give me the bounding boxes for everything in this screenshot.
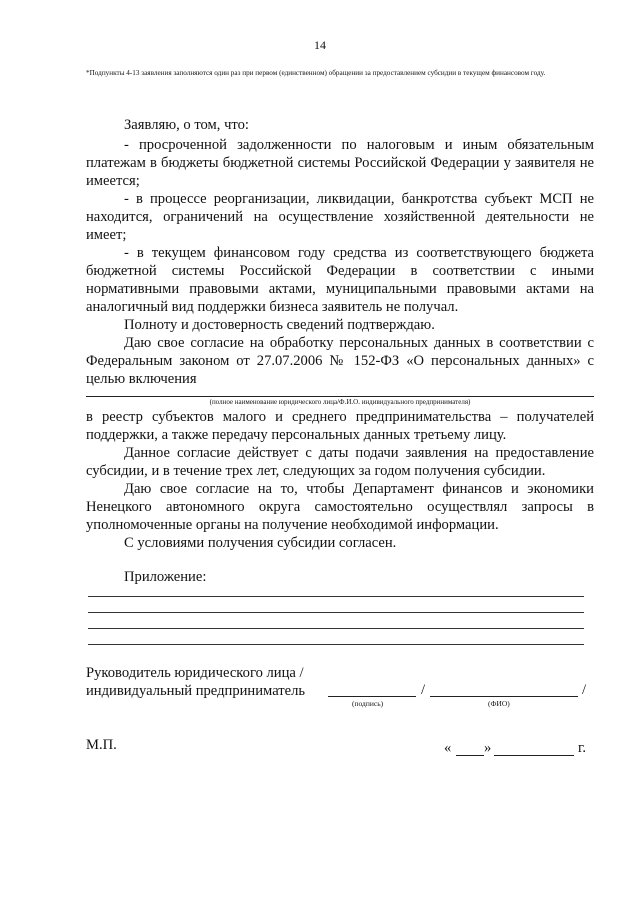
fio-line <box>430 696 578 697</box>
page-number: 14 <box>314 38 326 52</box>
footnote: *Подпункты 4-13 заявления заполняются один раз при первом (единственном) обращении за предоставлением субсидии в текущем финансовом году. <box>86 69 546 77</box>
fio-separator: / <box>582 682 587 698</box>
declaration-item-3: - в текущем финансовом году средства из соответствующего бюджета бюджетной системы Российской Федерации в соответствии с иными нормативными правовыми актами, муниципальными правовыми актами на аналогичный вид поддержки бизнеса заявитель не получал. <box>86 245 594 315</box>
confirm-statement: Полноту и достоверность сведений подтверждаю. <box>124 317 435 333</box>
consent-paragraph: Даю свое согласие на обработку персональных данных в соответствии с Федеральным законом от 27.07.2006 № 152-ФЗ «О персональных данных» с целью включения <box>86 335 594 387</box>
attachment-line-4 <box>88 644 584 645</box>
validity-paragraph: Данное согласие действует с даты подачи заявления на предоставление субсидии, и в течение трех лет, следующих за годом получения субсидии. <box>86 445 594 479</box>
date-year-suffix: г. <box>578 740 586 756</box>
stamp-label: М.П. <box>86 737 117 753</box>
attachment-line-1 <box>88 596 584 597</box>
consent-paragraph-end: в реестр субъектов малого и среднего предпринимательства – получателей поддержки, а также передачу персональных данных третьему лицу. <box>86 409 594 443</box>
department-consent-paragraph: Даю свое согласие на то, чтобы Департамент финансов и экономики Ненецкого автономного округа самостоятельно осуществлял запросы в уполномоченные органы на получение необходимой информации. <box>86 481 594 533</box>
signer-title-line1: Руководитель юридического лица / <box>86 665 304 681</box>
signer-title-line2: индивидуальный предприниматель <box>86 683 306 699</box>
declaration-item-1: - просроченной задолженности по налоговым и иным обязательным платежам в бюджеты бюджетной системы Российской Федерации у заявителя не имеется; <box>86 137 594 189</box>
declaration-item-2: - в процессе реорганизации, ликвидации, банкротства субъект МСП не находится, ограничений на осуществление хозяйственной деятельности не имеет; <box>86 191 594 243</box>
agree-terms: С условиями получения субсидии согласен. <box>124 535 397 551</box>
date-open-quote: « <box>444 740 452 756</box>
date-day-line <box>456 755 484 756</box>
attachment-line-2 <box>88 612 584 613</box>
date-month-line <box>494 755 574 756</box>
attachment-label: Приложение: <box>124 569 207 585</box>
signature-caption: (подпись) <box>352 699 384 708</box>
attachment-line-3 <box>88 628 584 629</box>
fio-caption: (ФИО) <box>488 699 510 708</box>
applicant-name-caption: (полное наименование юридического лица/Ф.И.О. индивидуального предпринимателя) <box>209 398 471 406</box>
date-close-quote: » <box>484 740 492 756</box>
declaration-intro: Заявляю, о том, что: <box>124 117 249 133</box>
signature-line <box>328 696 416 697</box>
applicant-name-line <box>86 396 594 397</box>
signature-separator: / <box>421 682 426 698</box>
